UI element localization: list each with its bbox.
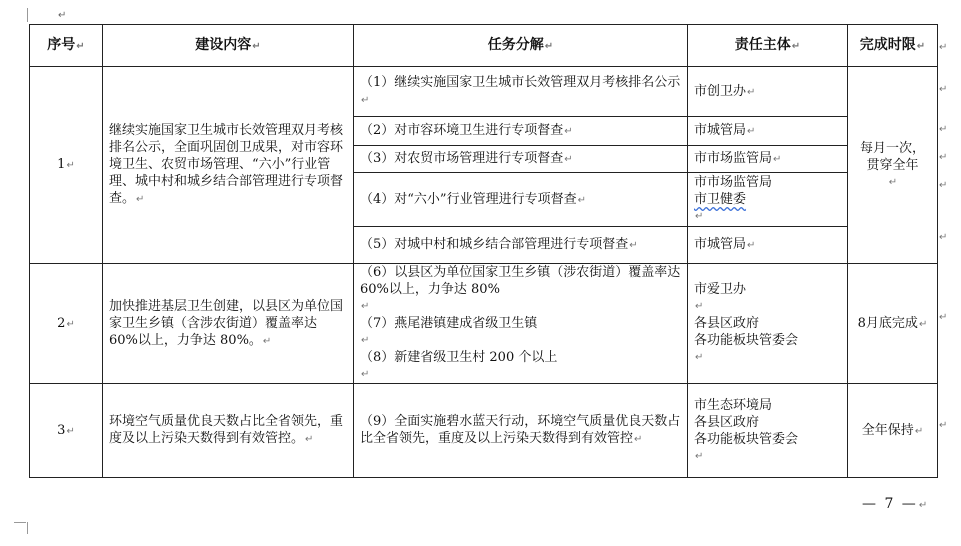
row1-task-5: （5）对城中村和城乡结合部管理进行专项督查↵	[354, 227, 688, 264]
row1-owner-2: 市城管局↵	[688, 117, 848, 146]
crop-mark-top	[27, 8, 28, 22]
row2-owner: 市爱卫办 ↵ 各县区政府 各功能板块管委会 ↵	[688, 264, 848, 384]
row1-task-2: （2）对市容环境卫生进行专项督查↵	[354, 117, 688, 146]
row1-owner-3: 市市场监管局↵	[688, 146, 848, 173]
row1-no: 1↵	[30, 67, 103, 264]
task-table	[29, 24, 938, 478]
page-number: — 7 —↵	[862, 496, 930, 512]
row2-no: 2↵	[30, 264, 103, 384]
row1-content: 继续实施国家卫生城市长效管理双月考核排名公示，全面巩固创卫成果，对市容环境卫生、农贸市场管理、“六小”行业管理、城中村和城乡结合部管理进行专项督查。↵	[103, 67, 354, 264]
right-margin-marks: ↵ ↵ ↵ ↵ ↵ ↵ ↵ ↵	[939, 42, 948, 431]
table-row	[30, 264, 938, 384]
row3-tasks: （9）全面实施碧水蓝天行动，环境空气质量优良天数占比全省领先，重度及以上污染天数得到有效管控↵	[354, 384, 688, 478]
row1-owner-1: 市创卫办↵	[688, 67, 848, 117]
header-content: 建设内容↵	[103, 25, 354, 67]
row1-deadline: 每月一次， 贯穿全年 ↵	[848, 67, 938, 264]
header-deadline: 完成时限↵	[848, 25, 938, 67]
row3-content: 环境空气质量优良天数占比全省领先，重度及以上污染天数得到有效管控。↵	[103, 384, 354, 478]
row2-tasks: （6）以县区为单位国家卫生乡镇（涉农街道）覆盖率达 60%以上，力争达 80% ↵ （7）燕尾港镇建成省级卫生镇 ↵ （8）新建省级卫生村 200 个以上 ↵	[354, 264, 688, 384]
row2-deadline: 8月底完成↵	[848, 264, 938, 384]
row1-task-4: （4）对“六小”行业管理进行专项督查↵	[354, 173, 688, 227]
header-owner: 责任主体↵	[688, 25, 848, 67]
header-row	[30, 25, 938, 67]
row1-task-1: （1）继续实施国家卫生城市长效管理双月考核排名公示↵	[354, 67, 688, 117]
crop-mark-bottom-left-v	[27, 522, 28, 534]
header-no: 序号↵	[30, 25, 103, 67]
crop-mark-bottom-left-h	[14, 522, 26, 523]
row1-owner-5: 市城管局↵	[688, 227, 848, 264]
row1-owner-4: 市市场监管局 市卫健委 ↵	[688, 173, 848, 227]
row2-content: 加快推进基层卫生创建，以县区为单位国家卫生乡镇（含涉农街道）覆盖率达 60%以上，力争达 80%。↵	[103, 264, 354, 384]
row3-owner: 市生态环境局 各县区政府 各功能板块管委会 ↵	[688, 384, 848, 478]
row3-deadline: 全年保持↵	[848, 384, 938, 478]
row1-task-3: （3）对农贸市场管理进行专项督查↵	[354, 146, 688, 173]
header-tasks: 任务分解↵	[354, 25, 688, 67]
table-row	[30, 67, 938, 117]
table-row	[30, 384, 938, 478]
paragraph-mark: ↵	[58, 10, 67, 21]
row3-no: 3↵	[30, 384, 103, 478]
